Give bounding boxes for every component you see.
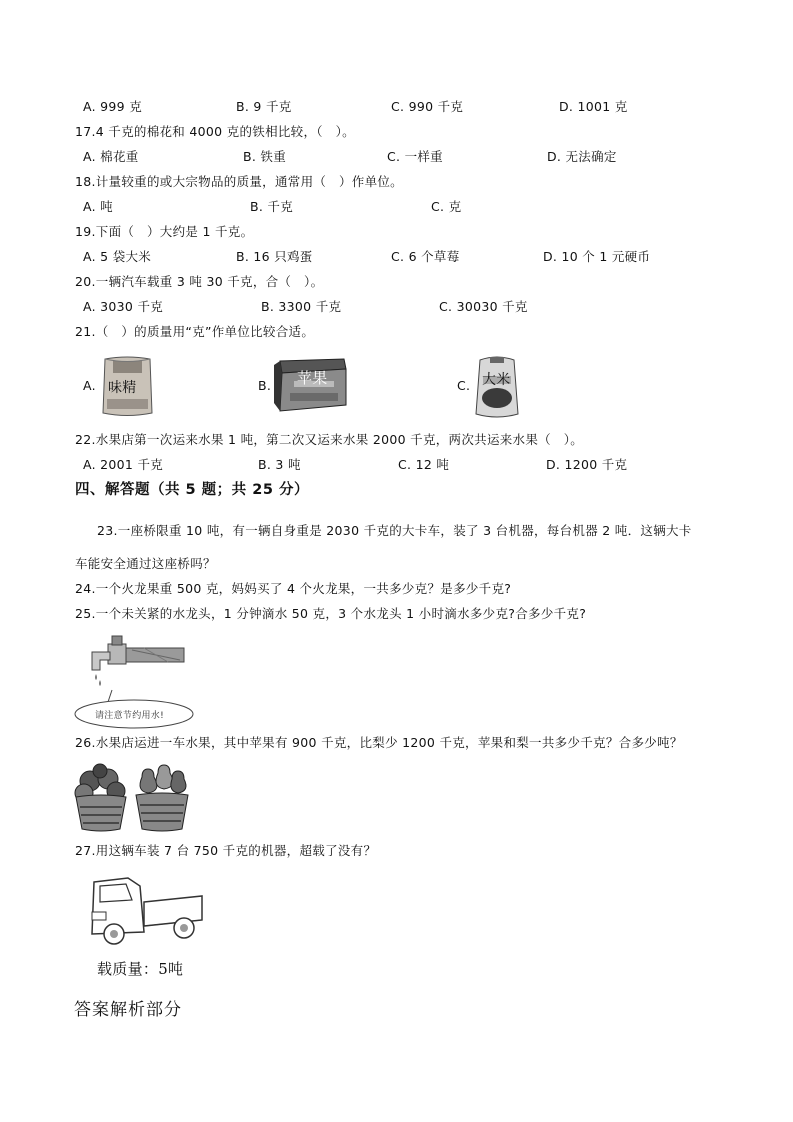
q22-question: 22.水果店第一次运来水果 1 吨，第二次又运来水果 2000 千克，两次共运来水果（ ）。 (75, 432, 584, 447)
q20-option-c: C. 30030 千克 (439, 299, 528, 314)
q16-option-b: B. 9 千克 (236, 99, 292, 114)
q21-option-b-label: 苹果 (297, 369, 328, 387)
q18-question: 18.计量较重的或大宗物品的质量，通常用（ ）作单位。 (75, 174, 403, 189)
q22-option-b: B. 3 吨 (258, 457, 301, 472)
truck-image (88, 872, 206, 950)
q26-question: 26.水果店运进一车水果，其中苹果有 900 千克，比梨少 1200 千克，苹果和梨一共多少千克？合多少吨？ (75, 735, 683, 750)
q23-question-line2: 车能安全通过这座桥吗？ (75, 556, 216, 571)
q19-option-d: D. 10 个 1 元硬币 (543, 249, 651, 264)
section-heading: 四、解答题（共 5 题；共 25 分） (75, 482, 309, 498)
q21-question: 21.（ ）的质量用“克”作单位比较合适。 (75, 324, 315, 339)
q16-option-c: C. 990 千克 (391, 99, 464, 114)
q21-option-a-label: 味精 (108, 380, 137, 396)
q19-question: 19.下面（ ）大约是 1 千克。 (75, 224, 254, 239)
q22-option-d: D. 1200 千克 (546, 457, 628, 472)
pear-basket-image (134, 763, 190, 833)
q17-option-a: A. 棉花重 (83, 149, 139, 164)
q17-option-c: C. 一样重 (387, 149, 443, 164)
q17-option-d: D. 无法确定 (547, 149, 617, 164)
q24-question: 24.一个火龙果重 500 克，妈妈买了 4 个火龙果，一共多少克？是多少千克? (75, 581, 512, 596)
q25-question: 25.一个未关紧的水龙头，1 分钟滴水 50 克，3 个水龙头 1 小时滴水多少克?合多少千克? (75, 606, 587, 621)
q18-option-c: C. 克 (431, 199, 462, 214)
apple-basket-image (74, 763, 128, 833)
answer-section-title: 答案解析部分 (74, 1000, 182, 1020)
q19-option-b: B. 16 只鸡蛋 (236, 249, 313, 264)
faucet-bubble-text: 请注意节约用水! (95, 711, 165, 721)
q23-question-line1: 23.一座桥限重 10 吨，有一辆自身重是 2030 千克的大卡车，装了 3 台机器，每台机器 2 吨．这辆大卡 (97, 523, 692, 538)
q20-option-b: B. 3300 千克 (261, 299, 342, 314)
q20-question: 20.一辆汽车载重 3 吨 30 千克，合（ ）。 (75, 274, 324, 289)
q16-option-a: A. 999 克 (83, 99, 143, 114)
q18-option-b: B. 千克 (250, 199, 294, 214)
q20-option-a: A. 3030 千克 (83, 299, 164, 314)
q18-option-a: A. 吨 (83, 199, 113, 214)
q19-option-c: C. 6 个草莓 (391, 249, 460, 264)
q17-option-b: B. 铁重 (243, 149, 287, 164)
q22-option-a: A. 2001 千克 (83, 457, 164, 472)
q27-question: 27.用这辆车装 7 台 750 千克的机器，超载了没有？ (75, 843, 377, 858)
q21-option-b-letter: B. (258, 378, 272, 393)
q21-option-c-letter: C. (457, 378, 471, 393)
truck-capacity-caption: 载质量：5吨 (97, 960, 184, 978)
q21-option-c-label: 大米 (482, 372, 511, 388)
q16-option-d: D. 1001 克 (559, 99, 628, 114)
q17-question: 17.4 千克的棉花和 4000 克的铁相比较，（ ）。 (75, 124, 355, 139)
q19-option-a: A. 5 袋大米 (83, 249, 152, 264)
q21-option-a-letter: A. (83, 378, 96, 393)
q22-option-c: C. 12 吨 (398, 457, 450, 472)
